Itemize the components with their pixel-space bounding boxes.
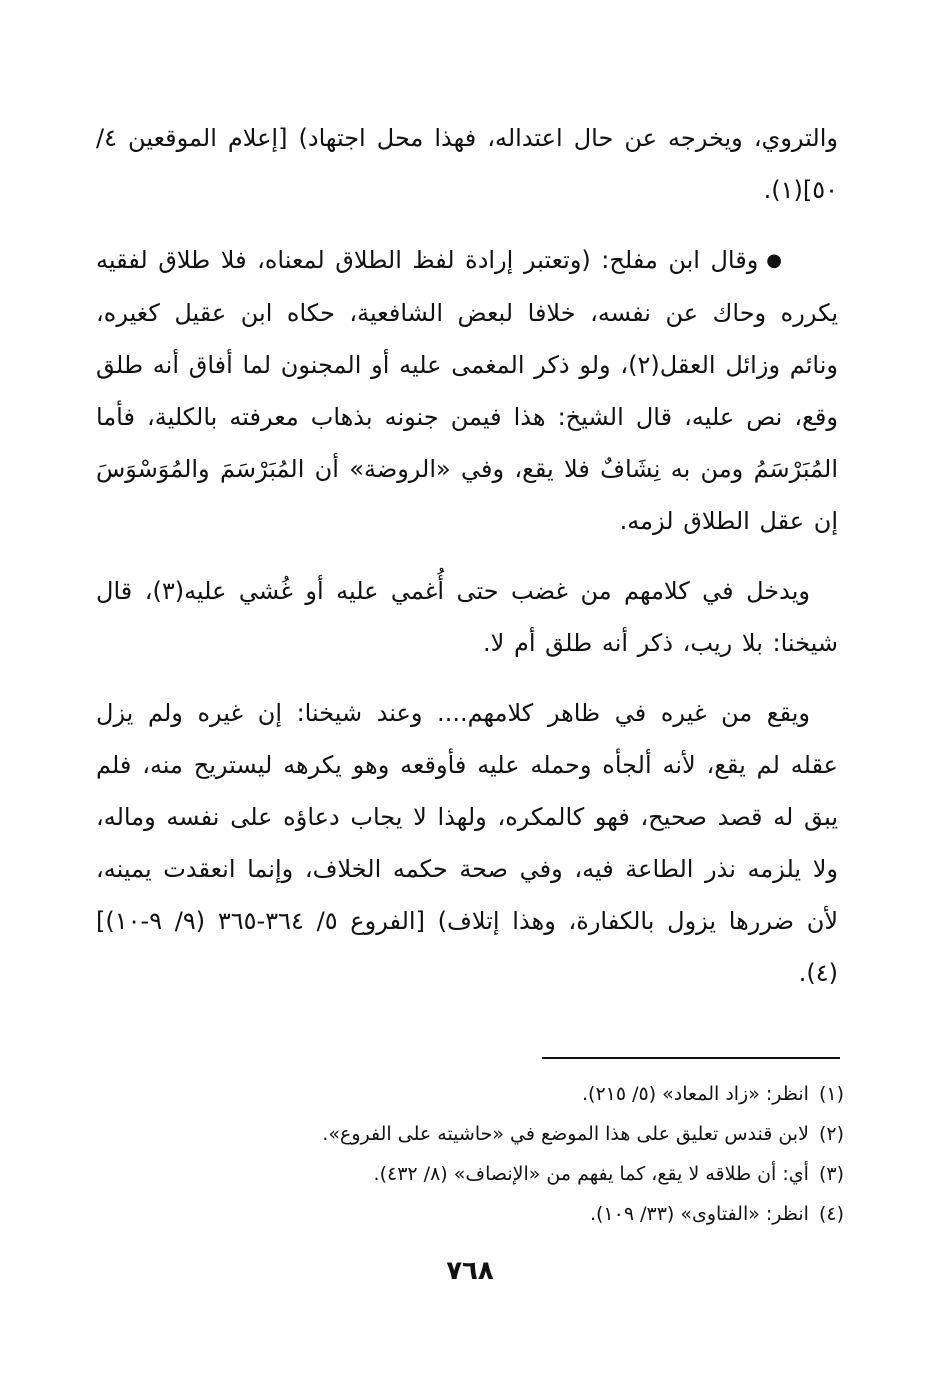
footnote-1 (96, 1074, 844, 1114)
footnote-2 (96, 1114, 844, 1154)
footnote-divider (542, 1057, 840, 1059)
footnote-number: (٢) (818, 1123, 844, 1145)
footnote-4 (96, 1194, 844, 1234)
footnote-text: أي: أن طلاقه لا يقع، كما يفهم من «الإنصاف» (٨/ ٤٣٢). (373, 1163, 809, 1185)
paragraph-furu-citation: ويقع من غيره في ظاهر كلامهم.... وعند شيخنا: إن غيره ولم يزل عقله لم يقع، لأنه ألجأه وحمله عليه فأوقعه وهو يكرهه ليستريح منه، فلم يبق له قصد صحيح، فهو كالمكره، ولهذا لا يجاب دعاؤه على نفسه وماله، ولا يلزمه نذر الطاعة فيه، وفي صحة حكمه الخلاف، وإنما انعقدت يمينه، لأن ضررها يزول بالكفارة، وهذا إتلاف) [الفروع ٥/ ٣٦٤-٣٦٥ (٩/ ٩-١٠)](٤). (96, 699, 839, 987)
main-text (96, 112, 838, 1017)
footnote-number: (١) (818, 1083, 844, 1105)
footnotes (96, 1074, 844, 1234)
paragraph-ibn-muflih (96, 234, 838, 547)
footnote-text: انظر: «الفتاوى» (٣٣/ ١٠٩). (589, 1203, 809, 1225)
paragraph-ibn-muflih-text: وقال ابن مفلح: (وتعتبر إرادة لفظ الطلاق لمعناه، فلا طلاق لفقيه يكرره وحاك عن نفسه، خلافا لبعض الشافعية، حكاه ابن عقيل كغيره، ونائم وزائل العقل(٢)، ولو ذكر المغمى عليه أو المجنون لما أفاق أنه طلق وقع، نص عليه، قال الشيخ: هذا فيمن جنونه بذهاب معرفته بالكلية، فأما المُبَرْسَمُ ومن به نِشَافٌ فلا يقع، وفي «الروضة» أن المُبَرْسَمَ والمُوَسْوَسَ إن عقل الطلاق لزمه. (96, 246, 838, 535)
footnote-text: انظر: «زاد المعاد» (٥/ ٢١٥). (581, 1083, 809, 1105)
bullet-icon: ● (766, 250, 782, 271)
footnote-number: (٤) (818, 1203, 844, 1225)
footnote-3 (96, 1154, 844, 1194)
page-number: ٧٦٨ (446, 1256, 494, 1286)
footnote-text: لابن قندس تعليق على هذا الموضع في «حاشيته على الفروع». (322, 1123, 809, 1145)
paragraph-anger: ويدخل في كلامهم من غضب حتى أُغمي عليه أو غُشي عليه(٣)، قال شيخنا: بلا ريب، ذكر أنه طلق أم لا. (96, 577, 838, 657)
footnote-number: (٣) (818, 1163, 844, 1185)
paragraph-ilam-citation: والتروي، ويخرجه عن حال اعتداله، فهذا محل اجتهاد) [إعلام الموقعين ٤/ ٥٠](١). (96, 124, 838, 204)
